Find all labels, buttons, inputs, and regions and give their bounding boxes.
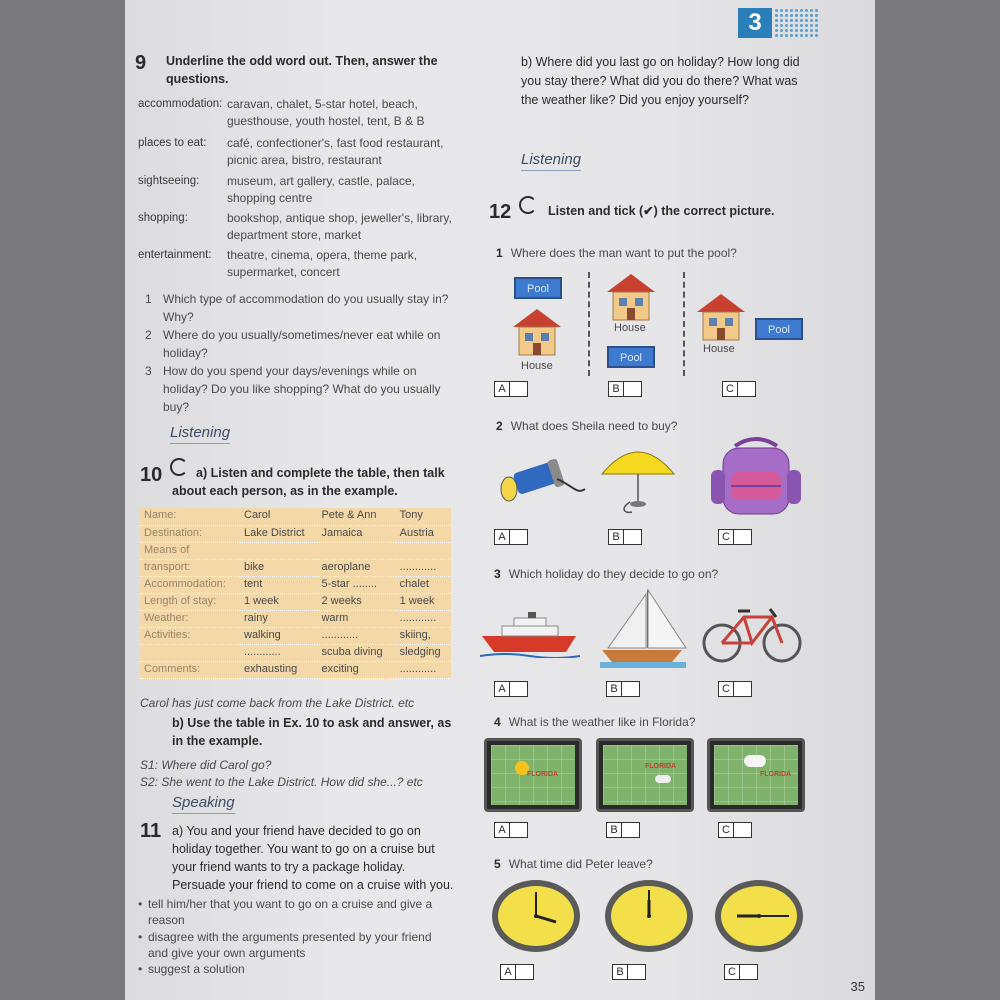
question-number: 3 bbox=[145, 364, 152, 378]
ex12-question-1 bbox=[496, 246, 737, 260]
question-number: 1 bbox=[145, 292, 152, 306]
ex12-question-4 bbox=[494, 715, 695, 729]
listening-table bbox=[140, 508, 451, 679]
ex9-question-3 bbox=[145, 362, 455, 416]
question-number: 1 bbox=[496, 246, 503, 260]
cruise-ship-icon bbox=[480, 610, 580, 658]
exercise-11-number: 11 bbox=[140, 820, 162, 842]
vocab-row-shopping bbox=[138, 210, 458, 246]
vocab-label: places to eat: bbox=[138, 137, 207, 149]
answer-checkbox-4b[interactable]: B bbox=[606, 822, 640, 838]
table-cell: Jamaica bbox=[317, 525, 395, 542]
weather-map-rainy bbox=[596, 738, 694, 812]
clock-icon bbox=[490, 878, 582, 954]
vocab-row-entertainment bbox=[138, 247, 458, 283]
question-number: 2 bbox=[145, 328, 152, 342]
answer-checkbox-4c[interactable]: C bbox=[718, 822, 752, 838]
vocab-label: accommodation: bbox=[138, 98, 223, 110]
table-row-label: Destination: bbox=[140, 525, 240, 542]
table-cell: 2 weeks bbox=[317, 593, 395, 610]
answer-checkbox-3c[interactable]: C bbox=[718, 681, 752, 697]
ex11-bullet: • tell him/her that you want to go on a cruise and give a reason bbox=[148, 896, 453, 928]
table-cell: Lake District bbox=[240, 525, 317, 542]
ex10-dialogue-s2: S2: She went to the Lake District. How did she...? etc bbox=[140, 775, 423, 789]
vocab-items: café, confectioner's, fast food restaurant, picnic area, bistro, restaurant bbox=[227, 136, 444, 167]
table-cell bbox=[317, 542, 395, 559]
answer-checkbox-5b[interactable]: B bbox=[612, 964, 646, 980]
weather-map-cloudy bbox=[707, 738, 805, 812]
unit-badge: 3 bbox=[738, 8, 772, 38]
answer-checkbox-5c[interactable]: C bbox=[724, 964, 758, 980]
question-text: What does Sheila need to buy? bbox=[510, 419, 678, 433]
vocab-row-places-to-eat bbox=[138, 135, 458, 171]
pool-label: Pool bbox=[514, 277, 562, 299]
table-cell: rainy bbox=[240, 610, 317, 627]
table-row bbox=[140, 627, 451, 644]
ex12-question-2 bbox=[496, 419, 677, 433]
cloud-icon bbox=[744, 755, 766, 767]
vocab-items: caravan, chalet, 5-star hotel, beach, guesthouse, youth hostel, tent, B & B bbox=[227, 97, 425, 128]
vocab-label: shopping: bbox=[138, 212, 188, 224]
ex10-dialogue-s1: S1: Where did Carol go? bbox=[140, 758, 272, 772]
table-row-label: Length of stay: bbox=[140, 593, 240, 610]
umbrella-icon bbox=[598, 438, 678, 518]
table-cell bbox=[240, 542, 317, 559]
listening-heading-2: Listening bbox=[521, 151, 581, 171]
answer-checkbox-5a[interactable]: A bbox=[500, 964, 534, 980]
bicycle-icon bbox=[698, 603, 806, 665]
ex9-question-2 bbox=[145, 326, 455, 362]
table-row bbox=[140, 542, 451, 559]
question-number: 3 bbox=[494, 567, 501, 581]
table-row-label: Means of bbox=[140, 542, 240, 559]
table-cell: exciting bbox=[317, 661, 395, 678]
vocab-row-accommodation bbox=[138, 96, 458, 134]
table-row bbox=[140, 576, 451, 593]
pool-label: Pool bbox=[607, 346, 655, 368]
ex11-bullet: • disagree with the arguments presented by your friend and give your own arguments bbox=[148, 929, 453, 961]
answer-checkbox-2c[interactable]: C bbox=[718, 529, 752, 545]
table-cell: Carol bbox=[240, 508, 317, 525]
table-cell: Austria bbox=[396, 525, 451, 542]
ex9-question-1 bbox=[145, 290, 455, 326]
table-row bbox=[140, 644, 451, 661]
table-cell: walking bbox=[240, 627, 317, 644]
question-text: How do you spend your days/evenings while on holiday? Do you like shopping? What do you usually buy? bbox=[163, 364, 441, 414]
map-label: FLORIDA bbox=[645, 763, 677, 770]
answer-checkbox-3a[interactable]: A bbox=[494, 681, 528, 697]
question-text: What is the weather like in Florida? bbox=[508, 715, 696, 729]
vocab-items: theatre, cinema, opera, theme park, supermarket, concert bbox=[227, 248, 418, 279]
table-cell: bike bbox=[240, 559, 317, 576]
vocab-items: museum, art gallery, castle, palace, shopping centre bbox=[227, 174, 415, 205]
table-cell: aeroplane bbox=[317, 559, 395, 576]
table-row-label: transport: bbox=[140, 559, 240, 576]
ex12-question-3 bbox=[494, 567, 718, 581]
clock-icon bbox=[713, 878, 805, 954]
table-cell: ............ bbox=[396, 610, 451, 627]
ex10-example: Carol has just come back from the Lake District. etc bbox=[140, 696, 415, 710]
question-text: Which type of accommodation do you usually stay in? Why? bbox=[163, 292, 449, 324]
house-icon bbox=[605, 270, 657, 322]
house-label: House bbox=[521, 360, 553, 372]
question-text: Where do you usually/sometimes/never eat while on holiday? bbox=[163, 328, 441, 360]
map-label: FLORIDA bbox=[760, 771, 792, 778]
vocab-label: entertainment: bbox=[138, 249, 212, 261]
answer-checkbox-2b[interactable]: B bbox=[608, 529, 642, 545]
house-label: House bbox=[614, 322, 646, 334]
pool-label: Pool bbox=[755, 318, 803, 340]
table-cell: ............ bbox=[396, 661, 451, 678]
table-cell: exhausting bbox=[240, 661, 317, 678]
ex12-question-5 bbox=[494, 857, 653, 871]
exercise-9-number: 9 bbox=[135, 52, 147, 74]
table-cell: tent bbox=[240, 576, 317, 593]
picture-divider bbox=[588, 272, 590, 376]
table-row-label: Comments: bbox=[140, 661, 240, 678]
ex10b-instruction: b) Use the table in Ex. 10 to ask and answer, as in the example. bbox=[172, 716, 452, 748]
house-icon bbox=[511, 305, 563, 357]
exercise-9-instruction: Underline the odd word out. Then, answer the questions. bbox=[166, 54, 438, 86]
ex11-bullet: • suggest a solution bbox=[148, 961, 453, 977]
listen-audio-icon[interactable] bbox=[519, 196, 537, 214]
table-cell: ............ bbox=[317, 627, 395, 644]
house-icon bbox=[695, 290, 747, 342]
table-row bbox=[140, 661, 451, 678]
table-cell: Tony bbox=[396, 508, 451, 525]
table-cell: warm bbox=[317, 610, 395, 627]
torch-icon bbox=[497, 455, 589, 511]
question-text: Which holiday do they decide to go on? bbox=[508, 567, 719, 581]
table-row-label: Activities: bbox=[140, 627, 240, 644]
table-cell: chalet bbox=[396, 576, 451, 593]
table-row-label: Name: bbox=[140, 508, 240, 525]
question-number: 4 bbox=[494, 715, 501, 729]
vocab-row-sightseeing bbox=[138, 173, 458, 209]
table-row bbox=[140, 508, 451, 525]
table-cell: 5-star ........ bbox=[317, 576, 395, 593]
map-label: FLORIDA bbox=[527, 771, 559, 778]
picture-divider bbox=[683, 272, 685, 376]
answer-checkbox-3b[interactable]: B bbox=[606, 681, 640, 697]
sailboat-icon bbox=[598, 586, 688, 670]
table-row bbox=[140, 525, 451, 542]
question-text: What time did Peter leave? bbox=[508, 857, 653, 871]
clock-icon bbox=[603, 878, 695, 954]
answer-checkbox-4a[interactable]: A bbox=[494, 822, 528, 838]
unit-badge-pattern bbox=[774, 8, 818, 38]
listening-heading: Listening bbox=[170, 424, 230, 444]
table-row-label bbox=[140, 644, 240, 661]
table-cell: ............ bbox=[396, 559, 451, 576]
table-cell: 1 week bbox=[240, 593, 317, 610]
exercise-12-instruction: Listen and tick (✔) the correct picture. bbox=[548, 204, 775, 218]
question-text: Where does the man want to put the pool? bbox=[510, 246, 737, 260]
table-row bbox=[140, 559, 451, 576]
house-label: House bbox=[703, 343, 735, 355]
exercise-12-number: 12 bbox=[489, 201, 512, 223]
answer-checkbox-1b[interactable]: B bbox=[608, 381, 642, 397]
table-cell: ............ bbox=[240, 644, 317, 661]
cloud-icon bbox=[655, 775, 671, 783]
speaking-heading: Speaking bbox=[172, 794, 235, 814]
vocab-label: sightseeing: bbox=[138, 175, 200, 187]
table-cell: 1 week bbox=[396, 593, 451, 610]
backpack-icon bbox=[707, 436, 805, 520]
exercise-11-instruction: a) You and your friend have decided to go on holiday together. You want to go on a cruise but your friend wants to try a package holiday. Persuade your friend to come on a cruise with you. bbox=[172, 824, 454, 892]
page-number: 35 bbox=[850, 979, 865, 994]
answer-checkbox-1c[interactable]: C bbox=[722, 381, 756, 397]
table-cell: Pete & Ann bbox=[317, 508, 395, 525]
exercise-10-instruction: a) Listen and complete the table, then talk about each person, as in the example. bbox=[172, 466, 445, 498]
weather-map-sunny bbox=[484, 738, 582, 812]
table-cell: sledging bbox=[396, 644, 451, 661]
table-row-label: Accommodation: bbox=[140, 576, 240, 593]
table-cell: scuba diving bbox=[317, 644, 395, 661]
table-cell: skiing, bbox=[396, 627, 451, 644]
question-number: 5 bbox=[494, 857, 501, 871]
table-cell bbox=[396, 542, 451, 559]
answer-checkbox-1a[interactable]: A bbox=[494, 381, 528, 397]
question-number: 2 bbox=[496, 419, 503, 433]
table-row bbox=[140, 593, 451, 610]
vocab-items: bookshop, antique shop, jeweller's, library, department store, market bbox=[227, 211, 452, 242]
exercise-10-number: 10 bbox=[140, 464, 163, 486]
answer-checkbox-2a[interactable]: A bbox=[494, 529, 528, 545]
table-row-label: Weather: bbox=[140, 610, 240, 627]
exercise-11b-text: b) Where did you last go on holiday? How long did you stay there? What did you do there? What was the weather like? Did you enjoy yourself? bbox=[521, 55, 800, 107]
table-row bbox=[140, 610, 451, 627]
